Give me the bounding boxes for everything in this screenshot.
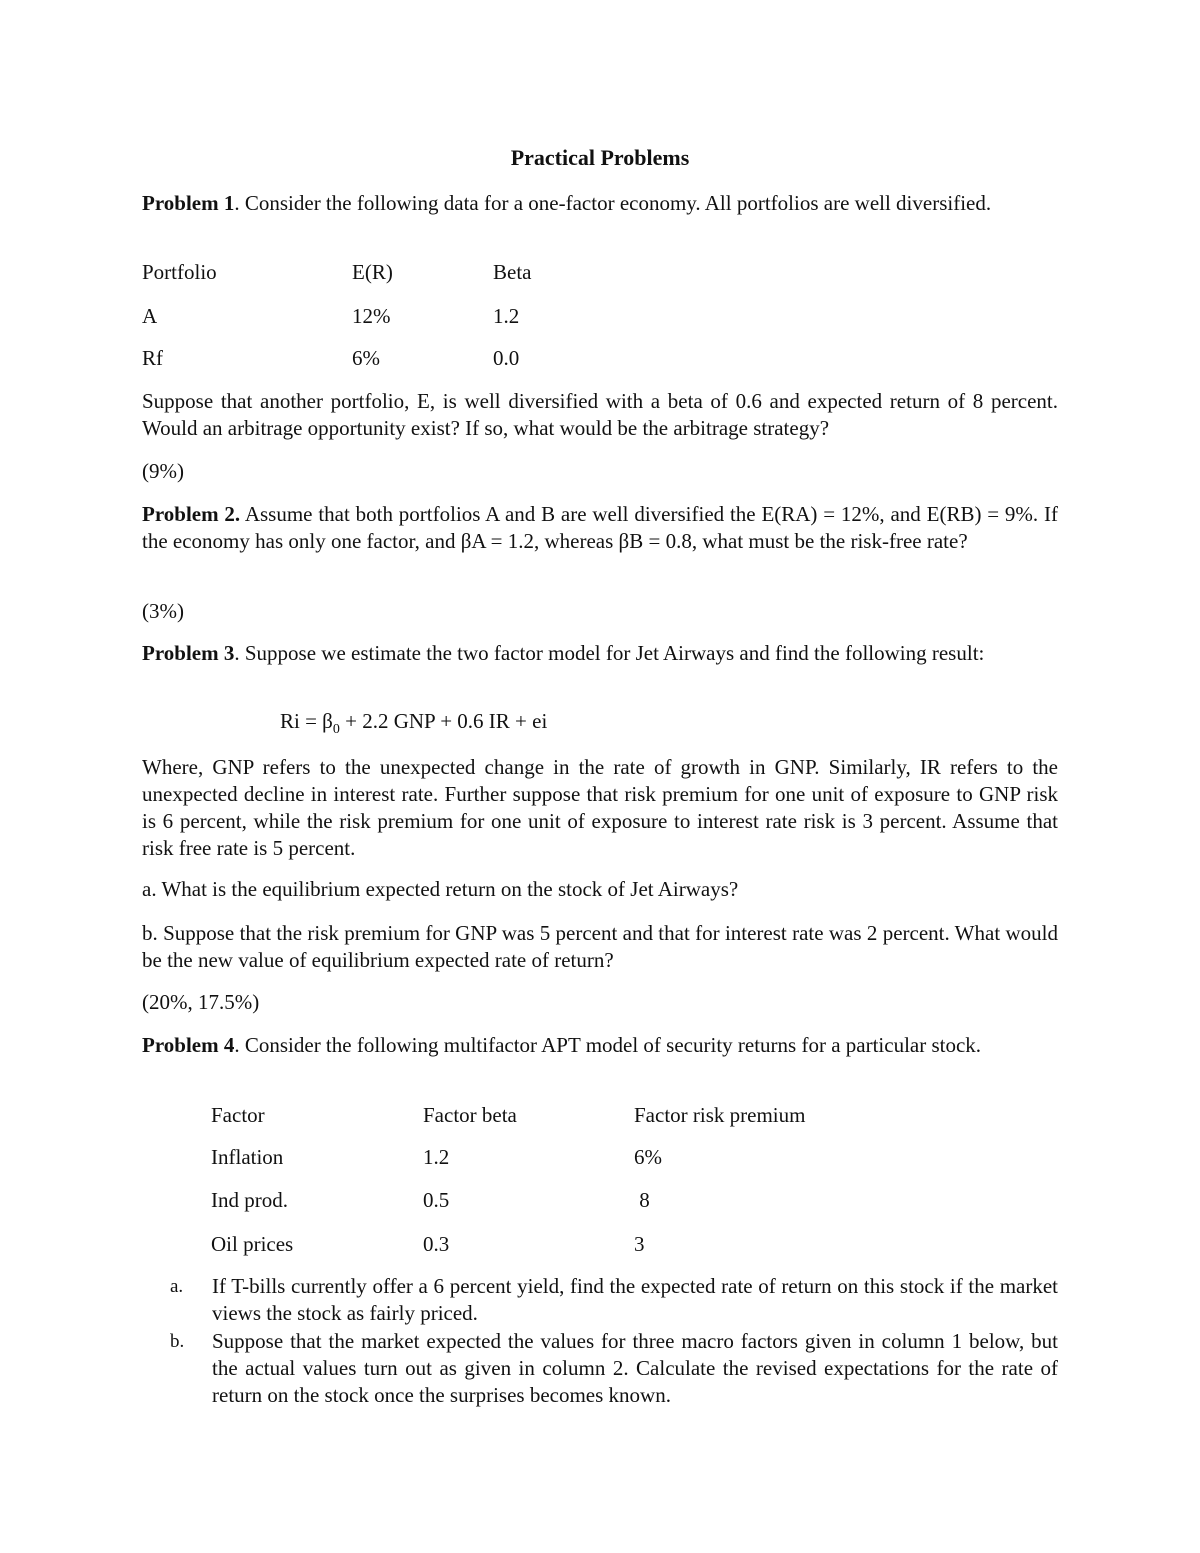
problem-3-intro-text: . Suppose we estimate the two factor model for Jet Airways and find the following result:	[234, 641, 985, 665]
portfolio-table-header-er: E(R)	[352, 260, 393, 284]
list-marker: b.	[170, 1331, 185, 1352]
list-item	[142, 1273, 1058, 1327]
problem-1-answer: (9%)	[142, 459, 184, 483]
factor-table-cell: Inflation	[211, 1145, 284, 1169]
problem-2-text	[142, 501, 1058, 555]
factor-table-header-premium: Factor risk premium	[634, 1103, 806, 1127]
formula-left: Ri = β	[280, 709, 333, 733]
problem-3-question-b: b. Suppose that the risk premium for GNP was 5 percent and that for interest rate was 2 percent. What would be the new value of equilibrium expected rate of return?	[142, 921, 1058, 972]
problem-1-label: Problem 1	[142, 191, 235, 215]
problem-2-body: Assume that both portfolios A and B are well diversified the E(RA) = 12%, and E(RB) = 9%. If the economy has only one factor, and βA = 1.2, whereas βB = 0.8, what must be the risk-free rate?	[142, 502, 1058, 553]
factor-table-cell: 1.2	[423, 1145, 450, 1169]
list-item	[142, 1328, 1058, 1409]
portfolio-table-cell: 0.0	[493, 346, 520, 370]
list-item-text: If T-bills currently offer a 6 percent yield, find the expected rate of return on this stock if the market views the stock as fairly priced.	[212, 1274, 1058, 1325]
formula-subscript: 0	[332, 722, 340, 738]
portfolio-table-header-portfolio: Portfolio	[142, 260, 217, 284]
factor-table-cell: Ind prod.	[211, 1188, 288, 1212]
problem-2-answer: (3%)	[142, 599, 184, 623]
formula-right: + 2.2 GNP + 0.6 IR + ei	[339, 709, 548, 733]
portfolio-table-cell: Rf	[142, 346, 163, 370]
list-item-text: Suppose that the market expected the values for three macro factors given in column 1 below, but the actual values turn out as given in column 2. Calculate the revised expectations for the rate of return on the stock once the surprises becomes known.	[212, 1329, 1058, 1407]
factor-table-cell: 6%	[634, 1145, 662, 1169]
problem-3-answer: (20%, 17.5%)	[142, 990, 260, 1014]
portfolio-table-cell: A	[142, 304, 158, 328]
factor-table-cell: 8	[634, 1188, 650, 1212]
problem-4-label: Problem 4	[142, 1033, 235, 1057]
factor-table-header-beta: Factor beta	[423, 1103, 517, 1127]
portfolio-table-cell: 1.2	[493, 304, 520, 328]
problem-1-intro	[142, 190, 1058, 217]
factor-table-header-factor: Factor	[211, 1103, 265, 1127]
problem-4-intro-text: . Consider the following multifactor APT model of security returns for a particular stock.	[234, 1033, 982, 1057]
problem-3-question-a: a. What is the equilibrium expected return on the stock of Jet Airways?	[142, 877, 739, 901]
portfolio-table-cell: 12%	[352, 304, 391, 328]
problem-1-question: Suppose that another portfolio, E, is well diversified with a beta of 0.6 and expected return of 8 percent. Would an arbitrage opportunity exist? If so, what would be the arbitrage strategy?	[142, 389, 1058, 440]
problem-4-intro	[142, 1032, 1058, 1059]
page-title: Practical Problems	[510, 145, 690, 170]
problem-2-label: Problem 2.	[142, 502, 241, 526]
factor-table-cell: 0.3	[423, 1232, 450, 1256]
portfolio-table-header-beta: Beta	[493, 260, 532, 284]
problem-3-explanation: Where, GNP refers to the unexpected change in the rate of growth in GNP. Similarly, IR refers to the unexpected decline in interest rate. Further suppose that risk premium for one unit of exposure to GNP risk is 6 percent, while the risk premium for one unit of exposure to interest rate risk is 3 percent. Assume that risk free rate is 5 percent.	[142, 755, 1058, 860]
factor-table-cell: Oil prices	[211, 1232, 294, 1256]
factor-table-cell: 0.5	[423, 1188, 450, 1212]
problem-3-intro	[142, 640, 1058, 667]
factor-model-formula	[280, 708, 548, 738]
list-marker: a.	[170, 1276, 184, 1297]
problem-3-label: Problem 3	[142, 641, 235, 665]
portfolio-table-cell: 6%	[352, 346, 380, 370]
problem-1-intro-text: . Consider the following data for a one-factor economy. All portfolios are well diversified.	[234, 191, 992, 215]
factor-table-cell: 3	[634, 1232, 645, 1256]
